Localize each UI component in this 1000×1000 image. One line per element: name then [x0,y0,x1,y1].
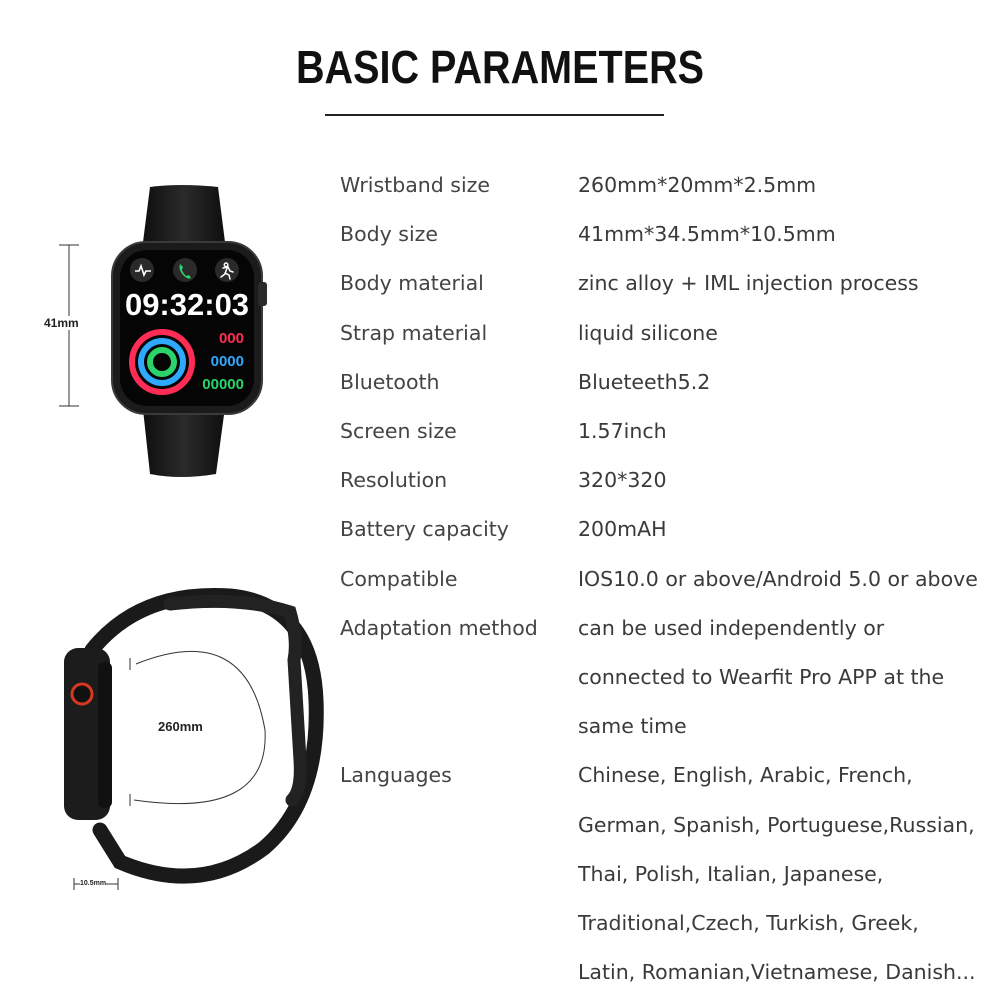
title-underline [325,114,664,116]
crown-side-icon [72,684,92,704]
height-label: 41mm [44,316,79,330]
stat-exercise: 0000 [210,353,244,370]
spec-row [340,604,1000,752]
spec-row [340,456,1000,505]
spec-value-line: liquid silicone [578,320,718,345]
spec-label: Wristband size [340,173,491,197]
spec-value [578,259,1000,308]
spec-value [578,505,1000,554]
phone-icon [173,258,197,282]
stat-stand: 00000 [202,376,244,393]
spec-row [340,407,1000,456]
spec-value [578,407,1000,456]
stat-move: 000 [218,330,244,347]
watch-time: 09:32:03 [124,287,250,322]
spec-row [340,358,1000,407]
spec-label: Body size [340,222,439,247]
spec-row [340,161,1000,210]
spec-value [578,161,1000,210]
spec-value-line: 41mm*34.5mm*10.5mm [578,222,836,247]
spec-value-line: Chinese, English, Arabic, French, [578,763,913,788]
spec-value-line: zinc alloy + IML injection process [578,271,919,296]
spec-row [340,309,1000,358]
spec-value-line: Thai, Polish, Italian, Japanese, [578,861,884,886]
spec-value-line: connected to Wearfit Pro APP at the [578,665,945,690]
spec-value-line: can be used independently or [578,615,885,640]
page-title: BASIC PARAMETERS [295,41,705,93]
spec-label: Adaptation method [340,615,538,640]
spec-label: Strap material [340,320,488,345]
watch-strap-top [142,185,226,250]
spec-value [578,358,1000,407]
watch-side-illustration [0,580,330,900]
spec-value [578,210,1000,259]
spec-value [578,309,1000,358]
spec-label: Resolution [340,468,448,493]
spec-value-line: 1.57inch [578,419,667,444]
spec-value-line: IOS10.0 or above/Android 5.0 or above [578,566,978,591]
spec-row [340,210,1000,259]
spec-label: Languages [340,763,452,788]
spec-row [340,259,1000,308]
spec-row [340,751,1000,997]
spec-value [578,456,1000,505]
strap-length-label: 260mm [158,719,203,734]
strap-loop [92,595,316,876]
spec-value [578,604,1000,752]
spec-value-line: Blueteeth5.2 [578,369,711,394]
watch-front-illustration [0,180,300,500]
spec-value [578,751,1000,997]
spec-value-line: Traditional,Czech, Turkish, Greek, [578,911,919,936]
spec-row [340,505,1000,554]
spec-value-line: German, Spanish, Portuguese,Russian, [578,812,975,837]
spec-label: Battery capacity [340,517,509,542]
spec-value-line: 320*320 [578,468,667,493]
spec-value [578,555,1000,604]
spec-table [340,161,1000,997]
spec-value-line: 200mAH [578,517,667,542]
spec-label: Screen size [340,419,457,444]
spec-label: Compatible [340,566,458,591]
spec-value-line: same time [578,714,687,739]
spec-row [340,555,1000,604]
spec-value-line: Latin, Romanian,Vietnamese, Danish... [578,960,976,985]
spec-label: Body material [340,271,484,296]
spec-label: Bluetooth [340,369,440,394]
thickness-label: 10.5mm [80,880,107,887]
spec-value-line: 260mm*20mm*2.5mm [578,173,817,197]
watch-crown [258,282,267,306]
